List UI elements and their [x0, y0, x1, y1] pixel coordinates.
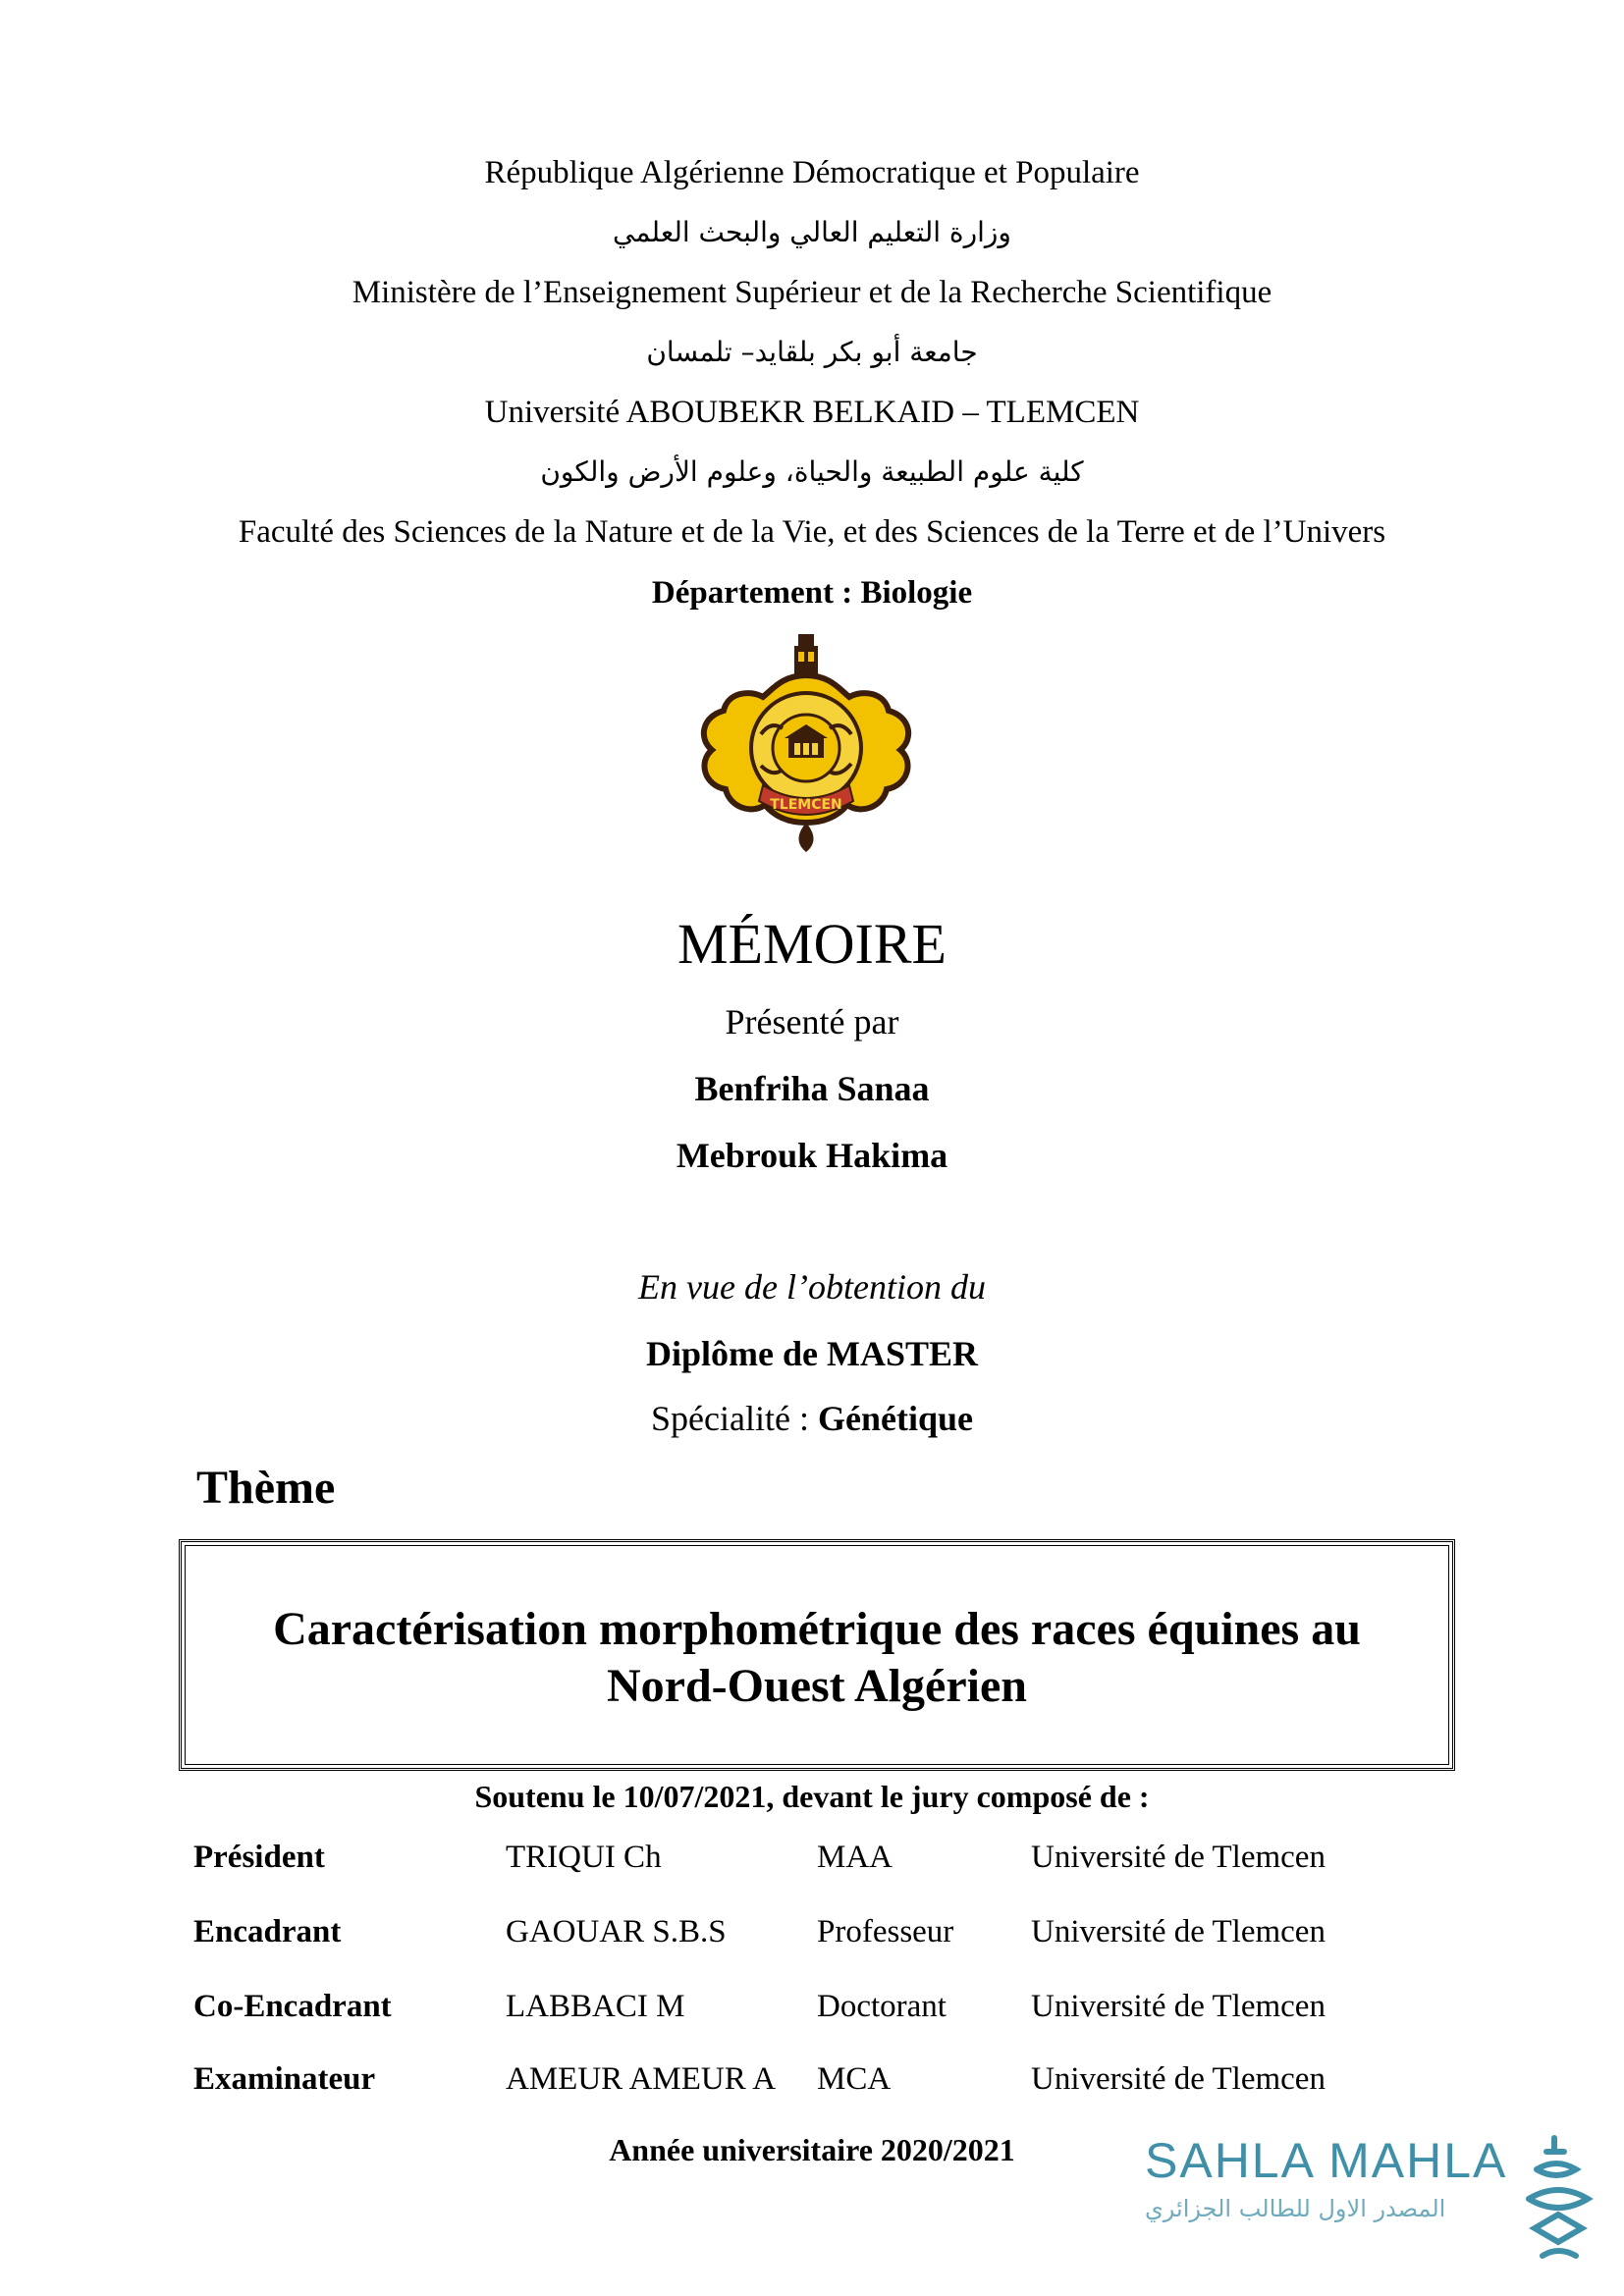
watermark-name: SAHLA MAHLA — [1145, 2133, 1508, 2188]
jury-grade: Professeur — [817, 1914, 954, 1949]
in-view-of: En vue de l’obtention du — [638, 1267, 986, 1307]
memoire-title: MÉMOIRE — [677, 912, 947, 976]
faculty-fr-line: Faculté des Sciences de la Nature et de la Vie, et des Sciences de la Terre et de l’Univers — [238, 514, 1386, 550]
theme-title-box — [179, 1539, 1455, 1771]
watermark-tagline: المصدر الاول للطالب الجزائري — [1145, 2195, 1446, 2222]
specialty-value: Génétique — [817, 1399, 973, 1438]
theme-title — [182, 1601, 1452, 1715]
theme-title-line-1: Caractérisation morphométrique des races équines au — [273, 1603, 1361, 1655]
university-fr-line: Université ABOUBEKR BELKAID – TLEMCEN — [484, 395, 1140, 430]
university-crest-logo — [692, 628, 920, 856]
university-ar-line: جامعة أبو بكر بلقايد– تلمسان — [646, 336, 978, 368]
jury-grade: MCA — [817, 2061, 892, 2097]
watermark-logo-icon — [1517, 2130, 1600, 2277]
jury-role: Président — [193, 1840, 325, 1875]
jury-name: TRIQUI Ch — [506, 1840, 662, 1875]
jury-institution: Université de Tlemcen — [1031, 1840, 1326, 1875]
ministry-ar-line: وزارة التعليم العالي والبحث العلمي — [613, 216, 1011, 248]
presented-by: Présenté par — [725, 1002, 899, 1041]
department-line: Département : Biologie — [651, 575, 973, 611]
jury-name: GAOUAR S.B.S — [506, 1914, 727, 1949]
jury-institution: Université de Tlemcen — [1031, 1989, 1326, 2024]
specialty-label: Spécialité : — [651, 1399, 818, 1438]
ministry-fr-line: Ministère de l’Enseignement Supérieur et de la Recherche Scientifique — [352, 275, 1272, 310]
jury-role: Co-Encadrant — [193, 1989, 392, 2024]
jury-institution: Université de Tlemcen — [1031, 2061, 1326, 2097]
jury-institution: Université de Tlemcen — [1031, 1914, 1326, 1949]
academic-year: Année universitaire 2020/2021 — [609, 2132, 1015, 2167]
specialty-line — [0, 1398, 1624, 1439]
jury-grade: Doctorant — [817, 1989, 947, 2024]
jury-name: AMEUR AMEUR A — [506, 2061, 777, 2097]
author-1: Benfriha Sanaa — [694, 1069, 930, 1108]
jury-name: LABBACI M — [506, 1989, 685, 2024]
faculty-ar-line: كلية علوم الطبيعة والحياة، وعلوم الأرض والكون — [540, 455, 1084, 488]
theme-title-line-2: Nord-Ouest Algérien — [607, 1660, 1027, 1712]
diploma-line: Diplôme de MASTER — [645, 1334, 978, 1373]
jury-grade: MAA — [817, 1840, 893, 1875]
crest-banner-text: TLEMCEN — [770, 797, 842, 813]
jury-role: Examinateur — [193, 2061, 376, 2097]
sahla-mahla-watermark — [1139, 2130, 1600, 2277]
jury-role: Encadrant — [193, 1914, 342, 1949]
jury-intro: Soutenu le 10/07/2021, devant le jury composé de : — [474, 1779, 1150, 1814]
author-2: Mebrouk Hakima — [676, 1136, 948, 1175]
theme-label: Thème — [196, 1462, 336, 1514]
republic-line: République Algérienne Démocratique et Populaire — [484, 155, 1140, 190]
